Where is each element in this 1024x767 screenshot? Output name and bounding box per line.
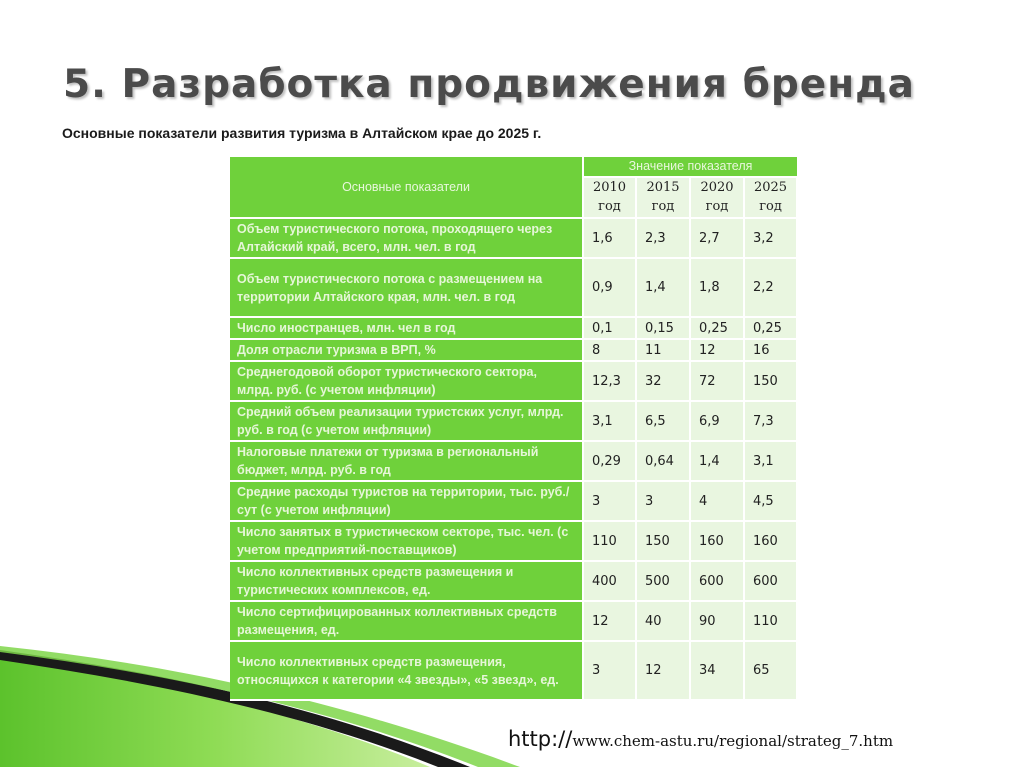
value-cell: 16 (744, 339, 797, 361)
value-cell: 3,1 (744, 441, 797, 481)
table-row (230, 641, 797, 700)
value-cell: 600 (690, 561, 744, 601)
row-label: Объем туристического потока с размещением на территории Алтайского края, млн. чел. в год (230, 258, 583, 317)
table-row (230, 401, 797, 441)
value-cell: 3 (636, 481, 690, 521)
row-label: Число иностранцев, млн. чел в год (230, 317, 583, 339)
value-cell: 12 (636, 641, 690, 700)
table-row (230, 481, 797, 521)
value-cell: 7,3 (744, 401, 797, 441)
value-cell: 3 (583, 481, 636, 521)
value-cell: 6,5 (636, 401, 690, 441)
value-cell: 3,1 (583, 401, 636, 441)
value-cell: 0,25 (690, 317, 744, 339)
row-label: Объем туристического потока, проходящего через Алтайский край, всего, млн. чел. в год (230, 218, 583, 258)
value-cell: 72 (690, 361, 744, 401)
value-cell: 500 (636, 561, 690, 601)
value-cell: 0,15 (636, 317, 690, 339)
value-cell: 12,3 (583, 361, 636, 401)
header-main-indicators: Основные показатели (230, 157, 583, 218)
table-row (230, 361, 797, 401)
table-row (230, 521, 797, 561)
source-url-path: www.chem-astu.ru/regional/strateg_7.htm (572, 732, 894, 750)
value-cell: 0,1 (583, 317, 636, 339)
value-cell: 34 (690, 641, 744, 700)
row-label: Среднегодовой оборот туристического сектора, млрд. руб. (с учетом инфляции) (230, 361, 583, 401)
value-cell: 3 (583, 641, 636, 700)
row-label: Число коллективных средств размещения, относящихся к категории «4 звезды», «5 звезд», ед. (230, 641, 583, 700)
header-year-2020: 2020 год (690, 177, 744, 218)
table-row (230, 601, 797, 641)
value-cell: 1,8 (690, 258, 744, 317)
header-indicator-value: Значение показателя (583, 157, 797, 177)
row-label: Налоговые платежи от туризма в региональный бюджет, млрд. руб. в год (230, 441, 583, 481)
value-cell: 160 (690, 521, 744, 561)
tourism-indicators-table (230, 157, 798, 701)
value-cell: 400 (583, 561, 636, 601)
value-cell: 2,2 (744, 258, 797, 317)
value-cell: 2,7 (690, 218, 744, 258)
value-cell: 11 (636, 339, 690, 361)
value-cell: 110 (583, 521, 636, 561)
value-cell: 12 (690, 339, 744, 361)
value-cell: 150 (744, 361, 797, 401)
value-cell: 1,4 (636, 258, 690, 317)
value-cell: 0,64 (636, 441, 690, 481)
table-row (230, 339, 797, 361)
row-label: Число занятых в туристическом секторе, тыс. чел. (с учетом предприятий-поставщиков) (230, 521, 583, 561)
row-label: Число коллективных средств размещения и туристических комплексов, ед. (230, 561, 583, 601)
row-label: Средний объем реализации туристских услуг, млрд. руб. в год (с учетом инфляции) (230, 401, 583, 441)
table-row (230, 441, 797, 481)
value-cell: 3,2 (744, 218, 797, 258)
source-url-protocol: http:// (508, 727, 573, 751)
table-row (230, 258, 797, 317)
value-cell: 1,6 (583, 218, 636, 258)
value-cell: 65 (744, 641, 797, 700)
source-url[interactable] (508, 727, 893, 751)
value-cell: 0,29 (583, 441, 636, 481)
value-cell: 90 (690, 601, 744, 641)
row-label: Число сертифицированных коллективных средств размещения, ед. (230, 601, 583, 641)
value-cell: 4,5 (744, 481, 797, 521)
value-cell: 1,4 (690, 441, 744, 481)
table-row (230, 561, 797, 601)
value-cell: 40 (636, 601, 690, 641)
value-cell: 12 (583, 601, 636, 641)
header-year-2025: 2025 год (744, 177, 797, 218)
slide-title: 5. Разработка продвижения бренда (63, 62, 915, 107)
row-label: Доля отрасли туризма в ВРП, % (230, 339, 583, 361)
value-cell: 600 (744, 561, 797, 601)
value-cell: 8 (583, 339, 636, 361)
value-cell: 0,25 (744, 317, 797, 339)
header-year-2010: 2010 год (583, 177, 636, 218)
value-cell: 6,9 (690, 401, 744, 441)
row-label: Средние расходы туристов на территории, тыс. руб./сут (с учетом инфляции) (230, 481, 583, 521)
header-year-2015: 2015 год (636, 177, 690, 218)
value-cell: 4 (690, 481, 744, 521)
value-cell: 0,9 (583, 258, 636, 317)
table-row (230, 317, 797, 339)
table-body (230, 218, 797, 700)
value-cell: 2,3 (636, 218, 690, 258)
value-cell: 160 (744, 521, 797, 561)
value-cell: 110 (744, 601, 797, 641)
slide-subtitle: Основные показатели развития туризма в Алтайском крае до 2025 г. (62, 125, 542, 141)
value-cell: 150 (636, 521, 690, 561)
value-cell: 32 (636, 361, 690, 401)
table-row (230, 218, 797, 258)
